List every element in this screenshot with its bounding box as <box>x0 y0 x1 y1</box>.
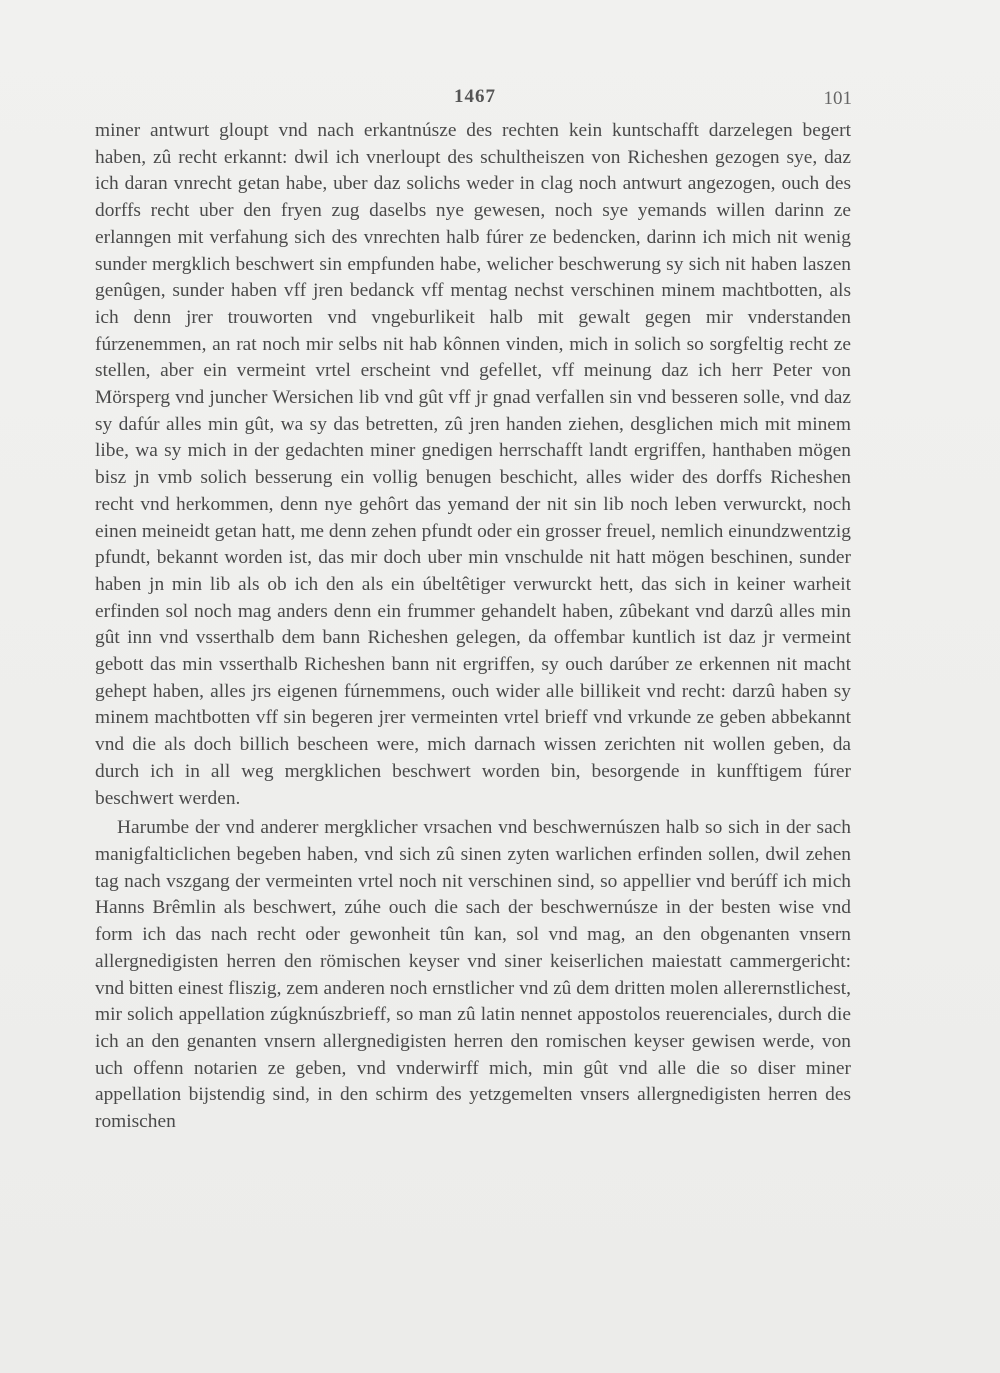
page-number: 101 <box>823 88 852 109</box>
paragraph-1: miner antwurt gloupt vnd nach erkantnúsze des rechten kein kuntschafft darzelegen begert haben, zû recht erkannt: dwil ich vnerloupt des schultheiszen von Richeshen gezogen sye, daz ich daran vnrecht getan habe, uber daz solichs weder in clag noch antwurt angezogen, ouch des dorffs recht uber den fryen zug daselbs nye gewesen, noch sye yemands willen darinn ze erlanngen mit verfahung sich des vnrechten halb fúrer ze bedencken, darinn ich mich nit wenig sunder mergklich beschwert sin empfunden habe, welicher beschwerung sy sich nit haben laszen genûgen, sunder haben vff jren bedanck vff mentag nechst verschinen minem machtbotten, als ich denn jrer trouworten vnd vngeburlikeit halb mit gewalt gegen mir vnderstanden fúrzenemmen, an rat noch mir selbs nit hab kônnen vinden, mich in solich so sorgfeltig recht ze stellen, aber ein vermeint vrtel erscheint vnd gefellet, vff meinung daz ich herr Peter von Mörsperg vnd juncher Wersichen lib vnd gût vff jr gnad verfallen sin vnd besseren solle, vnd daz sy dafúr alles min gût, wa sy das betretten, zû jren handen ziehen, desglichen mich mit minem libe, wa sy mich in der gedachten miner gnedigen herrschafft landt ergriffen, hanthaben mögen bisz jn vmb solich besserung ein vollig benugen beschicht, alles wider des dorffs Richeshen recht vnd herkommen, denn nye gehôrt das yemand der nit sin lib noch leben verwurckt, noch einen meineidt getan hatt, me denn zehen pfundt oder ein grosser freuel, nemlich einundzwentzig pfundt, bekannt worden ist, das mir doch uber min vnschulde nit hatt mögen beschinen, sunder haben jn min lib als ob ich den als ein úbeltêtiger verwurckt hett, das sich in keiner warheit erfinden sol noch mag anders denn ein frummer gehandelt haben, zûbekant vnd darzû alles min gût inn vnd vsserthalb dem bann Richeshen gelegen, da offembar kuntlich ist daz jr vermeint gebott das min vsserthalb Richeshen bann nit ergriffen, sy ouch darúber ze erkennen nit macht gehept haben, alles jrs eigenen fúrnemmens, ouch wider alle billikeit vnd recht: darzû haben sy minem machtbotten vff sin begeren jrer vermeinten vrtel brieff vnd vrkunde ze geben abbekannt vnd die als doch billich bescheen were, mich darnach wissen zerichten nit wollen geben, da durch ich in all weg mergklichen beschwert worden bin, besorgende in kunfftigem fúrer beschwert werden. <box>95 120 851 809</box>
body-text <box>95 118 851 1136</box>
paragraph-2: Harumbe der vnd anderer mergklicher vrsachen vnd beschwernúszen halb so sich in der sach manigfalticlichen begeben haben, vnd sich zû sinen zyten warlichen erfinden sollen, dwil zehen tag nach vszgang der vermeinten vrtel noch nit verschinen sind, so appellier vnd berúff ich mich Hanns Brêmlin als beschwert, zúhe ouch die sach der beschwernúsze in der besten wise vnd form ich das nach recht oder gewonheit tûn kan, sol vnd mag, an den obgenanten vnsern allergnedigisten herren den römischen keyser vnd siner keiserlichen maiestatt cammergericht: vnd bitten einest fliszig, zem anderen noch ernstlicher vnd zû dem dritten molen allerernstlichest, mir solich appellation zúgknúszbrieff, so man zû latin nennet appostolos reuerenciales, durch die ich an den genanten vnsern allergnedigisten herren den romischen keyser gewisen werde, von uch offenn notarien ze geben, vnd vnderwirff mich, min gût vnd alle die so diser miner appellation bijstendig sind, in den schirm des yetzgemelten vnsers allergnedigisten herren des romischen <box>95 817 851 1133</box>
header-year: 1467 <box>454 86 496 107</box>
